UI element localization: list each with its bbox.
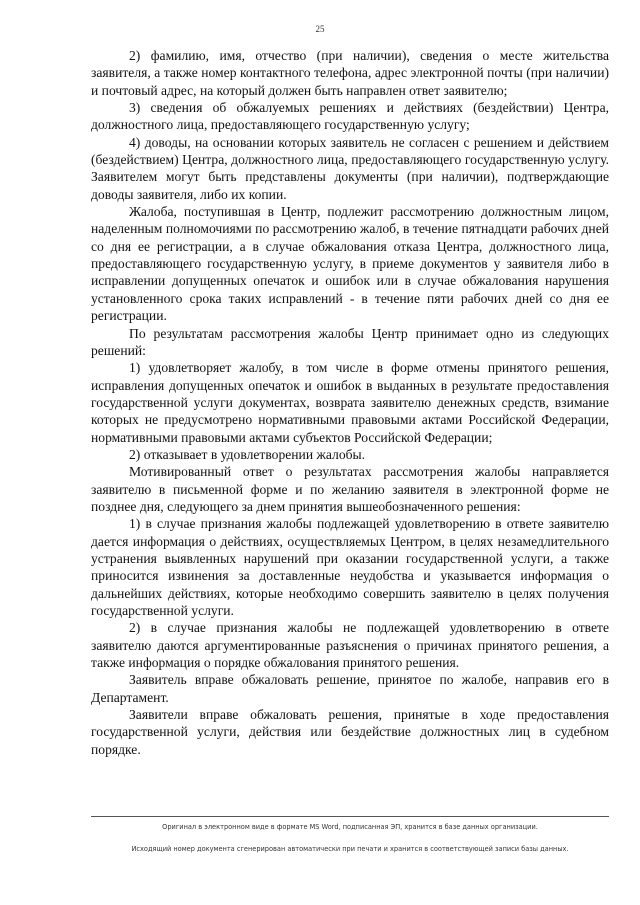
footer-divider	[91, 816, 609, 817]
paragraph-answer-rejected: 2) в случае признания жалобы не подлежащей удовлетворению в ответе заявителю даются аргументированные разъяснения о причинах принятого решения, а также информация о порядке обжалования принятого решения.	[91, 620, 609, 671]
paragraph-answer-satisfied: 1) в случае признания жалобы подлежащей удовлетворению в ответе заявителю дается информация о действиях, осуществляемых Центром, в целях незамедлительного устранения выявленных нарушений при оказании государственной услуги, а также приносится извинения за доставленные неудобства и указывается информация о дальнейших действиях, которые необходимо совершить заявителю в целях получения государственной услуги.	[91, 516, 609, 618]
document-body	[91, 47, 609, 758]
paragraph-appealed-decisions: 3) сведения об обжалуемых решениях и действиях (бездействии) Центра, должностного лица, предоставляющего государственную услугу;	[91, 100, 609, 133]
paragraph-applicant-details: 2) фамилию, имя, отчество (при наличии), сведения о месте жительства заявителя, а также номер контактного телефона, адрес электронной почты (при наличии) и почтовый адрес, на который должен быть направлен ответ заявителю;	[91, 48, 609, 98]
paragraph-arguments: 4) доводы, на основании которых заявитель не согласен с решением и действием (бездействием) Центра, должностного лица, предоставляющего государственную услугу. Заявителем могут быть представлены документы (при наличии), подтверждающие доводы заявителя, либо их копии.	[91, 134, 609, 202]
footer-original-note: Оригинал в электронном виде в формате MS Word, подписанная ЭП, хранится в базе данных организации.	[162, 823, 538, 831]
footer-number-note: Исходящий номер документа сгенерирован автоматически при печати и хранится в соответствующей записи базы данных.	[131, 845, 569, 853]
page-number: 25	[315, 24, 325, 34]
paragraph-decision-satisfy: 1) удовлетворяет жалобу, в том числе в форме отмены принятого решения, исправления допущенных опечаток и ошибок в выданных в результате предоставления государственной услуги документах, возврата заявителю денежных средств, взимание которых не предусмотрено нормативными правовыми актами Российской Федерации, нормативными правовыми актами субъектов Российской Федерации;	[91, 360, 609, 445]
paragraph-appeal-court: Заявители вправе обжаловать решения, принятые в ходе предоставления государственной услуги, действия или бездействие должностных лиц в судебном порядке.	[91, 707, 609, 757]
paragraph-review-term: Жалоба, поступившая в Центр, подлежит рассмотрению должностным лицом, наделенным полномочиями по рассмотрению жалоб, в течение пятнадцати рабочих дней со дня ее регистрации, а в случае обжалования отказа Центра, должностного лица, предоставляющего государственную услугу, в приеме документов у заявителя либо в исправлении допущенных опечаток и ошибок или в случае обжалования нарушения установленного срока таких исправлений - в течение пяти рабочих дней со дня ее регистрации.	[91, 204, 609, 324]
paragraph-review-results: По результатам рассмотрения жалобы Центр принимает одно из следующих решений:	[91, 325, 609, 358]
paragraph-reasoned-answer: Мотивированный ответ о результатах рассмотрения жалобы направляется заявителю в письменной форме и по желанию заявителя в электронной форме не позднее дня, следующего за днем принятия вышеобозначенного решения:	[91, 464, 609, 514]
paragraph-appeal-department: Заявитель вправе обжаловать решение, принятое по жалобе, направив его в Департамент.	[91, 672, 609, 705]
paragraph-decision-refuse: 2) отказывает в удовлетворении жалобы.	[129, 446, 366, 462]
